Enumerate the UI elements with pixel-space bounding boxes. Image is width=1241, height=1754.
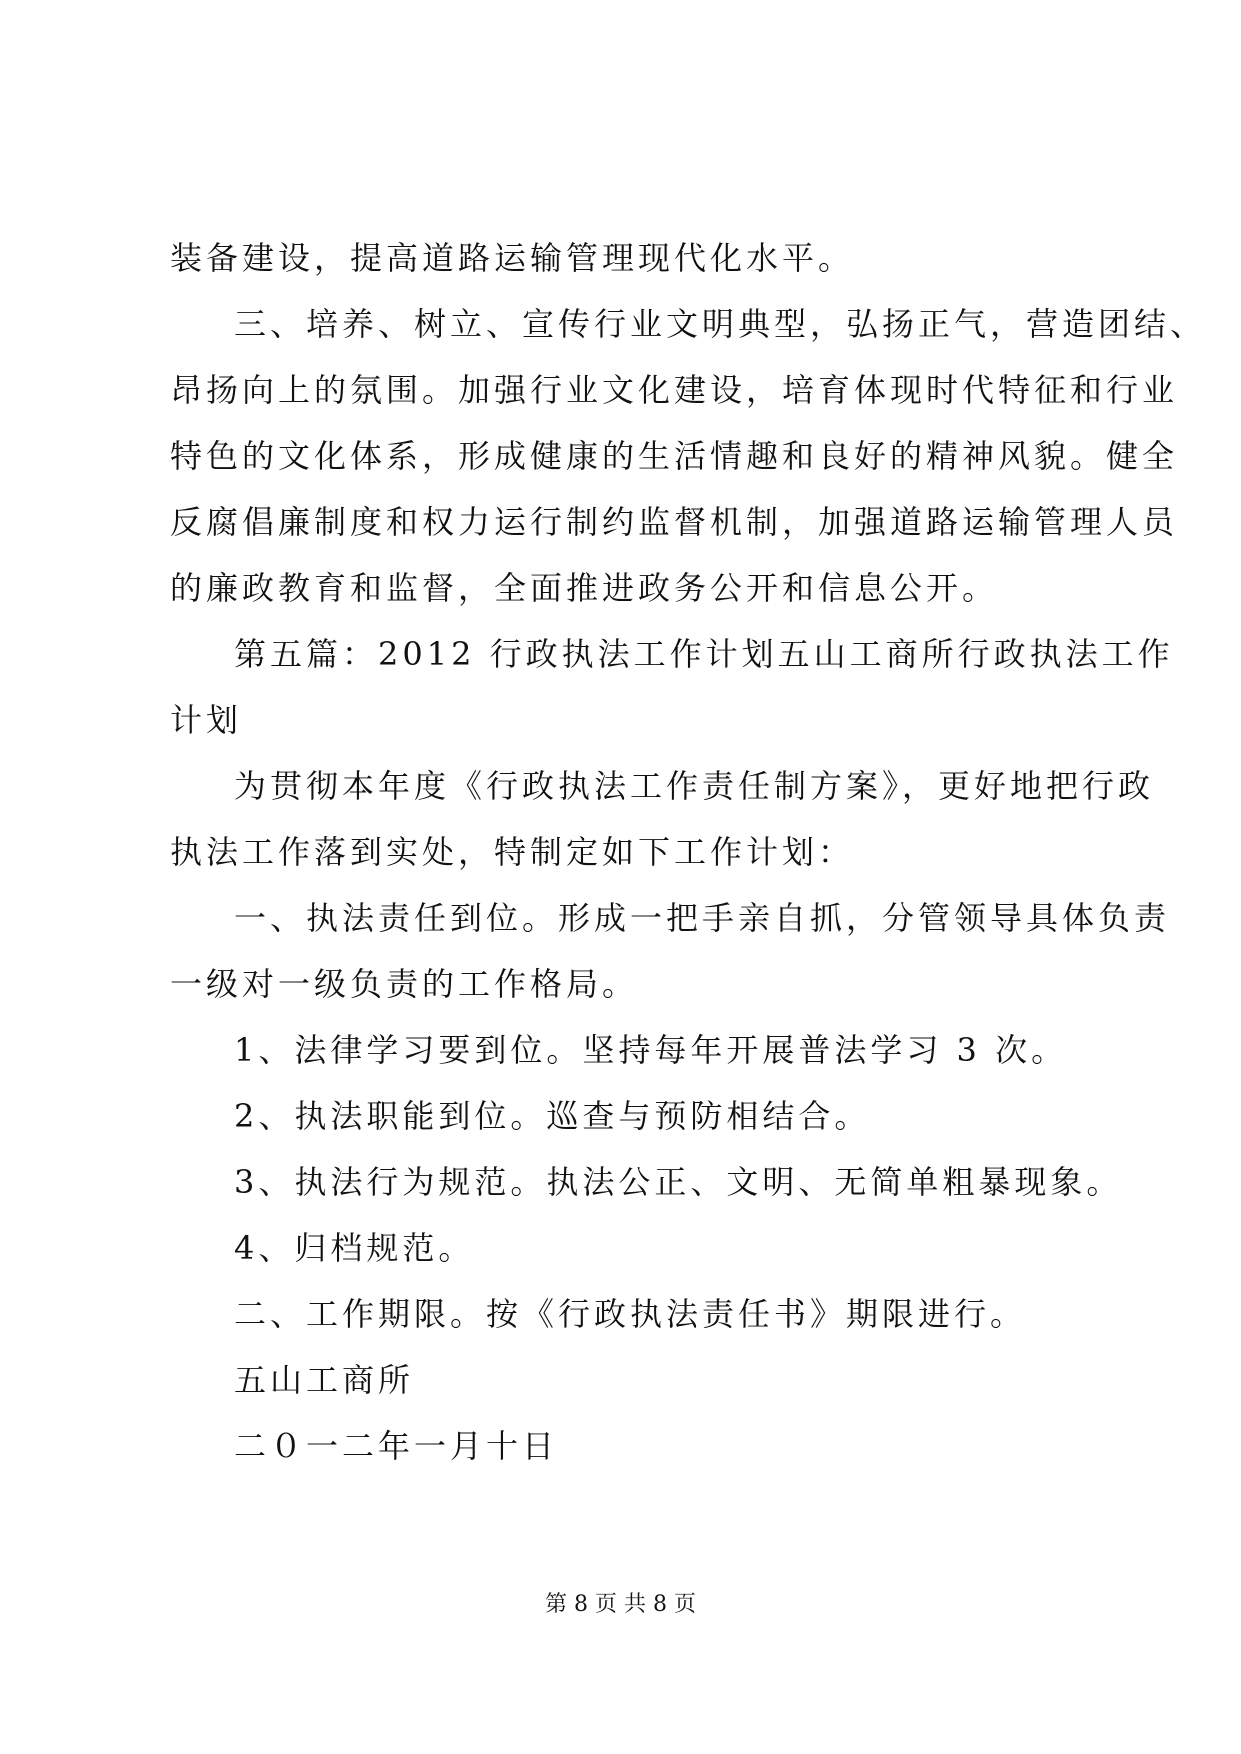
text-line: 的廉政教育和监督，全面推进政务公开和信息公开。	[170, 569, 999, 607]
section-heading: 第五篇：2012 行政执法工作计划五山工商所行政执法工作	[234, 635, 1174, 673]
list-item: 4、归档规范。	[234, 1229, 475, 1267]
document-body	[170, 225, 1207, 1479]
list-item: 1、法律学习要到位。坚持每年开展普法学习 3 次。	[234, 1031, 1068, 1069]
text-line: 二、工作期限。按《行政执法责任书》期限进行。	[234, 1295, 1027, 1333]
signature-organization: 五山工商所	[234, 1361, 415, 1399]
list-item: 2、执法职能到位。巡查与预防相结合。	[234, 1097, 871, 1135]
text-line: 一、执法责任到位。形成一把手亲自抓，分管领导具体负责	[234, 899, 1171, 937]
text-line: 反腐倡廉制度和权力运行制约监督机制，加强道路运输管理人员	[170, 503, 1179, 541]
text-line: 昂扬向上的氛围。加强行业文化建设，培育体现时代特征和行业	[170, 371, 1179, 409]
list-item: 3、执法行为规范。执法公正、文明、无简单粗暴现象。	[234, 1163, 1123, 1201]
page-footer: 第 8 页 共 8 页	[545, 1592, 696, 1617]
text-line: 装备建设，提高道路运输管理现代化水平。	[170, 239, 855, 277]
section-heading-continued: 计划	[170, 701, 243, 739]
text-line: 三、培养、树立、宣传行业文明典型，弘扬正气，营造团结、	[234, 305, 1207, 343]
text-line: 一级对一级负责的工作格局。	[170, 965, 639, 1003]
text-line: 特色的文化体系，形成健康的生活情趣和良好的精神风貌。健全	[170, 437, 1179, 475]
text-line: 执法工作落到实处，特制定如下工作计划：	[170, 833, 855, 871]
text-line: 为贯彻本年度《行政执法工作责任制方案》，更好地把行政	[234, 767, 1155, 805]
signature-date: 二０一二年一月十日	[234, 1427, 559, 1465]
